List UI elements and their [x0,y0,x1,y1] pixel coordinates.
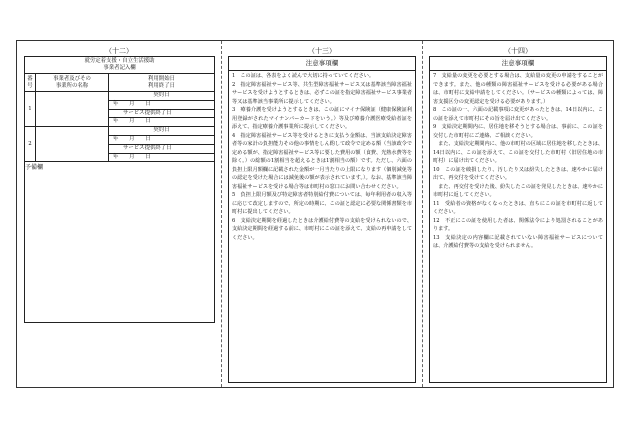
table-row [25,92,215,101]
note-item: 12 不正にこの証を使用した者は、関係法令により処罰されることがあります。 [433,217,603,232]
note-item: 5 負担上限月額及び特定障害者特別給付費については、毎年利用者の収入等に応じて改定しますので、所定の時期に、この証と認定に必要な関係書類を市町村に提出してください。 [232,192,412,215]
header-dates: 利用開始日 利用終了日 [109,74,215,92]
note-item: 9 支給決定期間内に、居住地を移そうとする場合は、事前に、この証を交付した市町村にご連絡、ご相談ください。 [433,124,603,139]
note-item: 1 この証は、各表をよく読んで大切に持っていてください。 [232,73,375,79]
panel-number: （十三） [308,47,336,55]
note-item: また、支給決定期間内に、他の市町村の区域に居住地を移したときは、14日以内に、この証を添えて、この証を交付した市町村（旧居住地の市町村）に届け出てください。 [433,141,603,164]
note-item: 10 この証を破損したり、汚したり又は紛失したときは、速やかに届け出て、再交付を受けてください。 [433,166,603,181]
panel-12 [17,41,221,387]
table-title: 就労定着支援・自立生活援助 事業者記入欄 [25,57,215,74]
header-provider-name: 事業者及びその 事業所の名称 [36,74,109,92]
provider-record-table [24,56,215,323]
reserve-field[interactable] [25,162,215,323]
header-number: 番号 [25,74,36,92]
row-number: 2 [25,127,36,162]
note-item: 8 この証の一、六面の記載事項に変更があったときは、14日以内に、この証を添えて市町村にその旨を届け出てください。 [433,107,603,122]
contract-date-value[interactable]: 年 月 日 [109,135,215,144]
notes-box [429,56,607,383]
note-item: 3 療養介護を受けようとするときは、この証にマイナ保険証（健康保険証利用登録がされたマイナンバーカードをいう。）等及び療養介護医療受給者証を添えて、指定療養介護事業所に提示してください。 [232,107,412,130]
panel-number: （十二） [105,47,133,55]
row-number: 1 [25,92,36,127]
notes-body [430,71,606,251]
provider-record-box [24,56,215,383]
contract-date-label: 契約日 [109,92,215,101]
panel-number: （十四） [504,47,532,55]
note-item: 11 受給者の資格がなくなったときは、直ちにこの証を市町村に返してください。 [433,200,603,215]
notes-body [229,71,415,242]
note-item: 13 支給決定の内容欄に記載されていない障害福祉サービスについては、介護給付費等の支給を受けられません。 [433,234,603,249]
note-item: 6 支給決定期間を経過したときは介護給付費等の支給を受けられないので、支給決定期間を経過する前に、市町村にこの証を添えて、支給の再申請をしてください。 [232,217,412,241]
note-item: 7 支給量の変更を必要とする場合は、支給量の変更の申請をすることができます。また、他の種類の障害福祉サービスを受ける必要がある場合は、市町村に支給申請をしてください。（サービスの種類によっては、障害支援区分の変更認定を受ける必要があります。） [433,73,603,105]
service-end-label: サービス提供終了日 [109,109,215,118]
note-item: 4 指定障害福祉サービス等を受けるときに支払う金額は、当該支給決定障害者等の家計の負担能力その他の事情をしん酌して政令で定める額（当該政令で定める額が、指定障害福祉サービス等に要した費用の額（食費、光熱水費等を除く。）の総額の1割相当を超えるときは1割相当の額）です。ただし、六面の負担上限月額欄に記載された金額が一月当たりの上限になります（個別減免等の認定を受けた場合には減免後の額が表示されています。）。なお、基準該当障害福祉サービスを受ける場合等は市町村の窓口にお問い合わせください。 [232,132,412,190]
certificate-sheet [16,40,614,388]
notes-box [228,56,416,383]
table-row [25,127,215,136]
service-end-label: サービス提供終了日 [109,144,215,153]
contract-date-label: 契約日 [109,127,215,136]
contract-date-value[interactable]: 年 月 日 [109,100,215,109]
service-end-date[interactable]: 年 月 日 [109,118,215,127]
provider-name-cell[interactable] [36,92,109,127]
panel-13 [222,41,422,387]
provider-name-cell[interactable] [36,127,109,162]
note-item: また、再交付を受けた後、紛失したこの証を発見したときは、速やかに市町村に返してください。 [433,183,603,198]
notes-heading: 注意事項欄 [430,57,606,71]
reserve-label: 予備欄 [25,164,44,172]
notes-heading: 注意事項欄 [229,57,415,71]
service-end-date[interactable]: 年 月 日 [109,153,215,162]
panel-14 [423,41,613,387]
note-item: 2 指定障害福祉サービス等、共生型障害福祉サービス又は基準該当障害福祉サービスを受けようとするときは、必ずこの証を指定障害福祉サービス事業者等又は基準該当事業所に提示してください。 [232,81,412,105]
